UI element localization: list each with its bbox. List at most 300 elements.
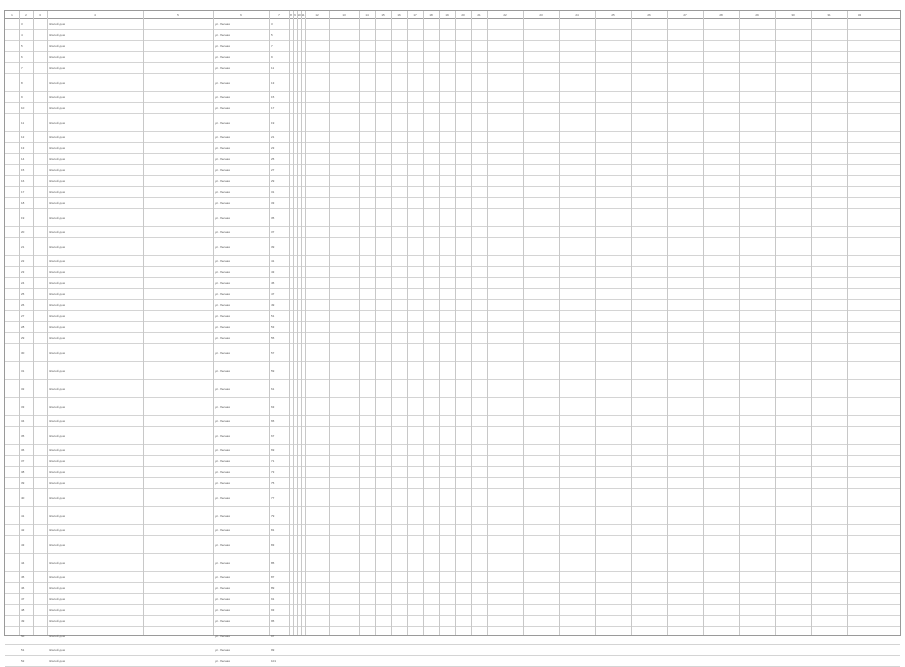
table-cell: 47 [271, 292, 275, 296]
table-cell: 24 [21, 281, 25, 285]
table-cell: Жилой дом [49, 470, 65, 474]
table-cell: ул. Лесная [215, 281, 230, 285]
table-cell: Жилой дом [49, 597, 65, 601]
column-header: 29 [755, 13, 759, 17]
table-cell: 29 [21, 336, 25, 340]
table-cell: 49 [21, 619, 25, 623]
column-divider [775, 11, 776, 635]
table-cell: 13 [21, 146, 25, 150]
table-row [5, 536, 900, 554]
table-row [5, 583, 900, 594]
table-cell: Жилой дом [49, 560, 65, 565]
column-divider [667, 11, 668, 635]
column-divider [439, 11, 440, 635]
table-cell: Жилой дом [49, 325, 65, 329]
table-cell: ул. Лесная [215, 648, 230, 652]
table-cell: 27 [21, 314, 25, 318]
table-row [5, 445, 900, 456]
table-cell: Жилой дом [49, 168, 65, 172]
table-cell: 65 [271, 419, 275, 423]
table-row [5, 300, 900, 311]
table-cell: 25 [271, 157, 275, 161]
column-header: 4 [94, 13, 96, 17]
table-cell: ул. Лесная [215, 230, 230, 234]
table-cell: 79 [271, 513, 275, 518]
column-divider [487, 11, 488, 635]
column-divider [631, 11, 632, 635]
table-cell: 9 [271, 55, 273, 59]
table-row [5, 525, 900, 536]
column-header: 10 [297, 13, 301, 17]
column-divider [33, 11, 34, 635]
table-row [5, 209, 900, 227]
table-row [5, 645, 900, 656]
table-cell: 40 [21, 495, 25, 500]
table-cell: ул. Лесная [215, 22, 230, 26]
column-divider [455, 11, 456, 635]
table-cell: 81 [271, 528, 275, 532]
table-cell: 43 [21, 542, 25, 547]
column-header: 3 [39, 13, 41, 17]
table-cell: 25 [21, 292, 25, 296]
table-cell: ул. Лесная [215, 586, 230, 590]
table-cell: Жилой дом [49, 120, 65, 125]
table-cell: 26 [21, 303, 25, 307]
table-row [5, 238, 900, 256]
table-row [5, 507, 900, 525]
column-header: 15 [381, 13, 385, 17]
table-cell: ул. Лесная [215, 146, 230, 150]
column-divider [301, 11, 302, 635]
table-cell: 93 [271, 608, 275, 612]
table-cell: 20 [21, 230, 25, 234]
table-cell: ул. Лесная [215, 95, 230, 99]
table-cell: 28 [21, 325, 25, 329]
table-cell: ул. Лесная [215, 368, 230, 373]
table-cell: Жилой дом [49, 314, 65, 318]
table-row [5, 63, 900, 74]
table-row [5, 103, 900, 114]
table-cell: 7 [21, 66, 23, 70]
table-cell: 57 [271, 350, 275, 355]
table-cell: 8 [21, 80, 23, 85]
table-row [5, 256, 900, 267]
table-cell: 83 [271, 542, 275, 547]
table-cell: 69 [271, 448, 275, 452]
table-cell: Жилой дом [49, 106, 65, 110]
table-cell: ул. Лесная [215, 608, 230, 612]
table-cell: 5 [271, 33, 273, 37]
table-cell: Жилой дом [49, 404, 65, 409]
column-header: 1 [11, 13, 13, 17]
table-cell: ул. Лесная [215, 633, 230, 638]
table-cell: ул. Лесная [215, 336, 230, 340]
table-cell: 48 [21, 608, 25, 612]
table-cell: Жилой дом [49, 146, 65, 150]
table-cell: Жилой дом [49, 190, 65, 194]
column-header: 21 [477, 13, 481, 17]
table-cell: 35 [21, 433, 25, 438]
table-row [5, 176, 900, 187]
table-cell: 61 [271, 386, 275, 391]
table-cell: 3 [271, 22, 273, 26]
table-row [5, 143, 900, 154]
table-cell: 34 [21, 419, 25, 423]
table-cell: 95 [271, 619, 275, 623]
column-divider [523, 11, 524, 635]
table-row [5, 114, 900, 132]
table-cell: Жилой дом [49, 259, 65, 263]
column-header: 22 [503, 13, 507, 17]
table-cell: Жилой дом [49, 633, 65, 638]
table-cell: ул. Лесная [215, 55, 230, 59]
table-row [5, 19, 900, 30]
table-cell: ул. Лесная [215, 135, 230, 139]
table-cell: 17 [271, 106, 275, 110]
table-cell: 77 [271, 495, 275, 500]
table-cell: ул. Лесная [215, 404, 230, 409]
table-cell: ул. Лесная [215, 325, 230, 329]
table-cell: ул. Лесная [215, 481, 230, 485]
table-cell: 33 [21, 404, 25, 409]
column-header: 19 [445, 13, 449, 17]
table-cell: ул. Лесная [215, 120, 230, 125]
table-cell: ул. Лесная [215, 619, 230, 623]
table-cell: 97 [271, 633, 275, 638]
table-cell: 9 [21, 95, 23, 99]
table-cell: Жилой дом [49, 201, 65, 205]
table-cell: ул. Лесная [215, 659, 230, 663]
column-divider [289, 11, 290, 635]
column-divider [359, 11, 360, 635]
column-header: 16 [397, 13, 401, 17]
table-cell: ул. Лесная [215, 350, 230, 355]
table-row [5, 594, 900, 605]
column-divider [703, 11, 704, 635]
table-row [5, 165, 900, 176]
table-cell: Жилой дом [49, 80, 65, 85]
table-cell: ул. Лесная [215, 44, 230, 48]
table-cell: Жилой дом [49, 244, 65, 249]
table-cell: 91 [271, 597, 275, 601]
column-header: 11 [301, 13, 305, 17]
table-row [5, 30, 900, 41]
column-header: 23 [539, 13, 543, 17]
table-cell: Жилой дом [49, 22, 65, 26]
table-row [5, 627, 900, 645]
table-cell: 23 [271, 146, 275, 150]
table-cell: Жилой дом [49, 386, 65, 391]
column-header: 25 [611, 13, 615, 17]
table-cell: 52 [21, 659, 25, 663]
column-divider [47, 11, 48, 635]
table-row [5, 554, 900, 572]
table-row [5, 489, 900, 507]
table-row [5, 416, 900, 427]
table-cell: 11 [21, 120, 25, 125]
table-row [5, 478, 900, 489]
table-cell: Жилой дом [49, 44, 65, 48]
table-row [5, 616, 900, 627]
table-cell: Жилой дом [49, 66, 65, 70]
table-cell: ул. Лесная [215, 575, 230, 579]
table-cell: 85 [271, 560, 275, 565]
column-divider [213, 11, 214, 635]
table-row [5, 398, 900, 416]
table-row [5, 605, 900, 616]
table-cell: 73 [271, 470, 275, 474]
table-cell: ул. Лесная [215, 303, 230, 307]
table-row [5, 362, 900, 380]
column-divider [297, 11, 298, 635]
table-cell: 32 [21, 386, 25, 391]
table-cell: Жилой дом [49, 448, 65, 452]
table-row [5, 467, 900, 478]
column-header: 8 [290, 13, 292, 17]
table-cell: ул. Лесная [215, 259, 230, 263]
table-cell: Жилой дом [49, 350, 65, 355]
table-cell: 16 [21, 179, 25, 183]
table-cell: 39 [21, 481, 25, 485]
table-cell: Жилой дом [49, 179, 65, 183]
table-cell: ул. Лесная [215, 495, 230, 500]
table-cell: Жилой дом [49, 586, 65, 590]
table-cell: 50 [21, 633, 25, 638]
table-cell: 38 [21, 470, 25, 474]
table-cell: Жилой дом [49, 33, 65, 37]
table-cell: 55 [271, 336, 275, 340]
table-cell: 43 [271, 270, 275, 274]
table-cell: Жилой дом [49, 433, 65, 438]
column-divider [811, 11, 812, 635]
table-cell: Жилой дом [49, 270, 65, 274]
table-cell: 6 [21, 55, 23, 59]
table-cell: ул. Лесная [215, 542, 230, 547]
table-cell: 99 [271, 648, 275, 652]
table-cell: Жилой дом [49, 303, 65, 307]
table-cell: 5 [21, 44, 23, 48]
table-cell: ул. Лесная [215, 106, 230, 110]
table-cell: 35 [271, 215, 275, 220]
table-cell: 19 [21, 215, 25, 220]
table-cell: ул. Лесная [215, 190, 230, 194]
column-header: 27 [683, 13, 687, 17]
table-cell: Жилой дом [49, 608, 65, 612]
table-cell: ул. Лесная [215, 292, 230, 296]
table-cell: ул. Лесная [215, 168, 230, 172]
column-divider [305, 11, 306, 635]
column-divider [391, 11, 392, 635]
column-header: 31 [827, 13, 831, 17]
table-cell: 36 [21, 448, 25, 452]
table-cell: 67 [271, 433, 275, 438]
column-divider [375, 11, 376, 635]
column-header: 17 [413, 13, 417, 17]
table-cell: Жилой дом [49, 281, 65, 285]
table-cell: 101 [271, 659, 277, 663]
table-cell: Жилой дом [49, 481, 65, 485]
table-row [5, 92, 900, 103]
table-cell: Жилой дом [49, 336, 65, 340]
table-row [5, 656, 900, 667]
column-divider [595, 11, 596, 635]
table-cell: ул. Лесная [215, 433, 230, 438]
column-divider [847, 11, 848, 635]
table-cell: ул. Лесная [215, 470, 230, 474]
table-cell: 15 [21, 168, 25, 172]
spreadsheet [4, 10, 901, 663]
column-divider [329, 11, 330, 635]
column-divider [471, 11, 472, 635]
table-cell: ул. Лесная [215, 80, 230, 85]
table-cell: 53 [271, 325, 275, 329]
column-divider [739, 11, 740, 635]
table-cell: 41 [21, 513, 25, 518]
column-header: 5 [177, 13, 179, 17]
column-divider [423, 11, 424, 635]
column-header: 12 [315, 13, 319, 17]
table-cell: 46 [21, 586, 25, 590]
table-cell: 4 [21, 33, 23, 37]
table-cell: 17 [21, 190, 25, 194]
table-cell: Жилой дом [49, 659, 65, 663]
table-row [5, 311, 900, 322]
table-cell: Жилой дом [49, 230, 65, 234]
table-row [5, 456, 900, 467]
table-cell: 63 [271, 404, 275, 409]
column-divider [559, 11, 560, 635]
table-cell: 13 [271, 80, 275, 85]
table-row [5, 227, 900, 238]
column-header: 14 [365, 13, 369, 17]
table-cell: ул. Лесная [215, 33, 230, 37]
table-cell: Жилой дом [49, 419, 65, 423]
table-row [5, 278, 900, 289]
column-header: 18 [429, 13, 433, 17]
column-header: 20 [461, 13, 465, 17]
column-divider [143, 11, 144, 635]
table-cell: Жилой дом [49, 513, 65, 518]
table-cell: ул. Лесная [215, 270, 230, 274]
table-cell: 30 [21, 350, 25, 355]
table-cell: ул. Лесная [215, 597, 230, 601]
column-header: 6 [240, 13, 242, 17]
table-cell: ул. Лесная [215, 419, 230, 423]
table-cell: 3 [21, 22, 23, 26]
table-cell: Жилой дом [49, 368, 65, 373]
table-cell: ул. Лесная [215, 215, 230, 220]
column-header: 28 [719, 13, 723, 17]
table-cell: 23 [21, 270, 25, 274]
table-cell: 44 [21, 560, 25, 565]
table-cell: Жилой дом [49, 135, 65, 139]
table-cell: Жилой дом [49, 292, 65, 296]
table-cell: Жилой дом [49, 575, 65, 579]
column-header: 2 [25, 13, 27, 17]
table-cell: ул. Лесная [215, 314, 230, 318]
table-cell: 39 [271, 244, 275, 249]
table-cell: ул. Лесная [215, 244, 230, 249]
table-cell: ул. Лесная [215, 386, 230, 391]
table-cell: ул. Лесная [215, 179, 230, 183]
table-cell: Жилой дом [49, 648, 65, 652]
table-cell: ул. Лесная [215, 459, 230, 463]
table-cell: 59 [271, 368, 275, 373]
table-cell: ул. Лесная [215, 528, 230, 532]
table-cell: 18 [21, 201, 25, 205]
table-row [5, 344, 900, 362]
table-row [5, 572, 900, 583]
table-row [5, 132, 900, 143]
column-divider [19, 11, 20, 635]
table-cell: 47 [21, 597, 25, 601]
table-row [5, 380, 900, 398]
table-cell: 45 [21, 575, 25, 579]
table-cell: Жилой дом [49, 55, 65, 59]
table-cell: 87 [271, 575, 275, 579]
table-cell: 29 [271, 179, 275, 183]
table-row [5, 74, 900, 92]
table-row [5, 427, 900, 445]
column-header: 26 [647, 13, 651, 17]
table-cell: 10 [21, 106, 25, 110]
column-header: 13 [342, 13, 346, 17]
table-cell: Жилой дом [49, 95, 65, 99]
table-cell: Жилой дом [49, 528, 65, 532]
column-header: 7 [278, 13, 280, 17]
table-cell: ул. Лесная [215, 66, 230, 70]
table-cell: 21 [21, 244, 25, 249]
table-row [5, 267, 900, 278]
table-row [5, 52, 900, 63]
column-header: 32 [857, 13, 862, 17]
table-cell: ул. Лесная [215, 513, 230, 518]
table-cell: 22 [21, 259, 25, 263]
column-header: 30 [791, 13, 795, 17]
table-cell: 31 [21, 368, 25, 373]
table-cell: 41 [271, 259, 275, 263]
column-divider [269, 11, 270, 635]
column-divider [293, 11, 294, 635]
table-row [5, 198, 900, 209]
table-cell: 11 [271, 66, 275, 70]
table-cell: 42 [21, 528, 25, 532]
table-cell: Жилой дом [49, 459, 65, 463]
table-cell: Жилой дом [49, 215, 65, 220]
table-cell: 21 [271, 135, 275, 139]
table-cell: ул. Лесная [215, 448, 230, 452]
column-divider [407, 11, 408, 635]
table-row [5, 322, 900, 333]
column-header: 24 [575, 13, 579, 17]
table-row [5, 187, 900, 198]
table-cell: 51 [21, 648, 25, 652]
table-cell: 33 [271, 201, 275, 205]
table-cell: 7 [271, 44, 273, 48]
table-cell: 12 [21, 135, 25, 139]
table-cell: 49 [271, 303, 275, 307]
table-row [5, 333, 900, 344]
table-cell: 37 [21, 459, 25, 463]
table-cell: 19 [271, 120, 275, 125]
table-row [5, 289, 900, 300]
table-cell: Жилой дом [49, 619, 65, 623]
table-cell: 89 [271, 586, 275, 590]
table-cell: ул. Лесная [215, 560, 230, 565]
table-cell: 51 [271, 314, 275, 318]
column-header: 9 [294, 13, 296, 17]
table-cell: 45 [271, 281, 275, 285]
